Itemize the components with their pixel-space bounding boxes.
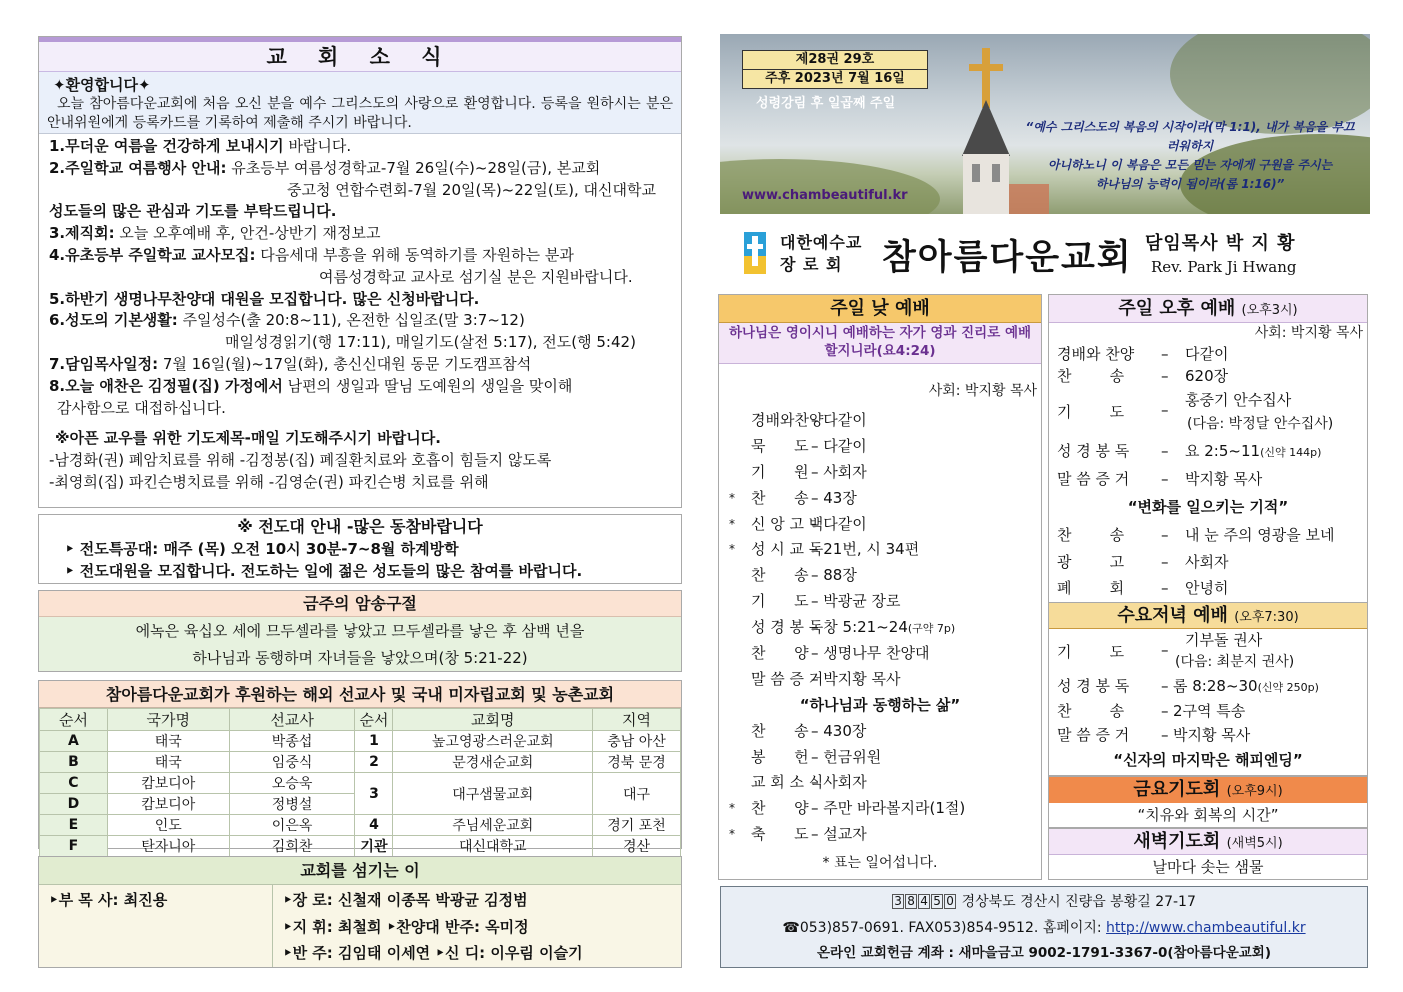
- prayer-line: -최영희(집) 파킨슨병치료를 위해 -김영순(권) 파킨슨병 치료를 위해: [49, 473, 489, 492]
- church-name: 높고영광스러운교회: [393, 731, 593, 752]
- table-row: [40, 731, 681, 752]
- order-row: 찬 송 – 620장: [1057, 367, 1229, 385]
- mission-support-section: [38, 680, 682, 855]
- afternoon-service-title: 주일 오후 예배 (오후3시): [1049, 295, 1367, 323]
- morning-host: 사회: 박지황 목사: [928, 383, 1037, 399]
- servants-section: [38, 856, 682, 968]
- servant-roles: [283, 885, 583, 967]
- order-row: 성 경 봉 독 – 롬 8:28~30(신약 250p): [1057, 677, 1319, 695]
- missionary-name: 김희찬: [229, 836, 355, 857]
- church-news-section: [38, 36, 682, 508]
- denomination-logo-icon: [744, 232, 766, 274]
- header-cell: 교회명: [393, 709, 593, 731]
- issue-volume: 제28권 29호: [795, 52, 875, 67]
- evangelism-line: ‣ 전도특공대: 매주 (목) 오전 10시 30분-7~8월 하계방학: [65, 540, 459, 558]
- order-row: 찬 양 – 생명나무 찬양대: [751, 644, 930, 663]
- wednesday-sermon-title: “신자의 마지막은 해피엔딩”: [1113, 751, 1303, 769]
- church-identity: [720, 220, 1370, 286]
- homepage-link[interactable]: http://www.chambeautiful.kr: [1106, 920, 1306, 936]
- missionary-no: E: [40, 815, 108, 836]
- senior-pastor-english: Rev. Park Ji Hwang: [1151, 258, 1297, 276]
- news-item: 성도들의 많은 관심과 기도를 부탁드립니다.: [49, 202, 337, 221]
- missionary-name: 임중식: [229, 752, 355, 773]
- header-cell: 국가명: [107, 709, 229, 731]
- memory-verse-line: 에녹은 육십오 세에 므두셀라를 낳았고 므두셀라를 낳은 후 삼백 년을: [135, 622, 585, 640]
- standing-note: * 표는 일어섭니다.: [822, 855, 938, 872]
- servants-body: [39, 885, 681, 967]
- order-row: 말 씀 증 거 – 박지황 목사: [1057, 470, 1263, 488]
- mission-table: [39, 708, 681, 857]
- order-row: 찬 송 – 2구역 특송: [1057, 702, 1246, 720]
- wednesday-evening-service: [1048, 602, 1368, 776]
- memory-verse-title: 금주의 암송구절: [39, 591, 681, 617]
- news-item: 5.하반기 생명나무찬양대 대원을 모집합니다. 많은 신청바랍니다.: [49, 289, 480, 308]
- news-item: 여름성경학교 교사로 섬기실 분은 지원바랍니다.: [319, 267, 633, 286]
- order-row: 기 도 – 기부돌 권사 (다음: 최분지 권사): [1057, 631, 1295, 670]
- church-name: 대구샘물교회: [393, 773, 593, 815]
- missionary-country: 태국: [107, 731, 229, 752]
- order-row: 성 경 봉 독 – 창 5:21~24(구약 7p): [751, 618, 956, 637]
- associate-pastor: ‣부 목 사: 최진용: [39, 885, 273, 967]
- missionary-name: 이은옥: [229, 815, 355, 836]
- church-region: 경산: [593, 836, 681, 857]
- church-region: 대구: [593, 773, 681, 815]
- welcome-box: [39, 72, 681, 134]
- issue-info: [742, 50, 928, 89]
- welcome-body: 오늘 참아름다운교회에 처음 오신 분을 예수 그리스도의 사랑으로 환영합니다. 등록을 원하시는 분은 안내위원에게 등록카드를 기록하여 제출해 주시기 바랍니다.: [47, 96, 673, 131]
- order-row: 교 회 소 식 – 사회자: [751, 773, 867, 792]
- news-item: 2.주일학교 여름행사 안내: 유초등부 여름성경학교-7월 26일(수)~28일(금), 본교회: [49, 158, 601, 177]
- news-item: 중고청 연합수련회-7월 20일(목)~22일(토), 대신대학교: [287, 180, 657, 199]
- order-row: 기 도 – 홍중기 안수집사 (다음: 박정달 안수집사): [1057, 391, 1334, 432]
- table-row: [40, 815, 681, 836]
- dawn-title: 새벽기도회 (새벽5시): [1049, 829, 1367, 855]
- news-item: 6.성도의 기본생활: 주일성수(출 20:8~11), 온전한 십일조(말 3:7~12): [49, 311, 525, 330]
- memory-verse-section: [38, 590, 682, 672]
- missionary-no: F: [40, 836, 108, 857]
- church-no: 2: [355, 752, 393, 773]
- mission-title: 참아름다운교회가 후원하는 해외 선교사 및 국내 미자립교회 및 농촌교회: [39, 681, 681, 708]
- order-row: 찬 송 – 88장: [751, 566, 857, 585]
- church-name: 참아름다운교회: [882, 238, 1133, 278]
- issue-date: 주후 2023년 7월 16일: [743, 69, 927, 88]
- memory-verse-line: 하나님과 동행하며 자녀들을 낳았으며(창 5:21-22): [192, 649, 528, 667]
- denomination-line: 대한예수교: [780, 233, 863, 252]
- news-item: 8.오늘 애찬은 김정필(집) 가정에서 남편의 생일과 딸님 도예원의 생일을 맞이해: [49, 376, 573, 395]
- order-row: 말 씀 증 거 – 박지황 목사: [1057, 726, 1251, 744]
- morning-service-title: 주일 낮 예배: [719, 295, 1041, 323]
- banner-url[interactable]: www.chambeautiful.kr: [742, 188, 908, 203]
- missionary-name: 정병설: [229, 794, 355, 815]
- order-row: 말 씀 증 거 – 박지황 목사: [751, 669, 901, 688]
- wednesday-service-title: 수요저녁 예배 (오후7:30): [1049, 603, 1367, 629]
- missionary-country: 인도: [107, 815, 229, 836]
- morning-sermon-title: “하나님과 동행하는 삶”: [799, 695, 961, 714]
- order-row: * 찬 송 – 43장: [729, 488, 857, 507]
- dawn-theme: 날마다 솟는 샘물: [1152, 858, 1264, 876]
- afternoon-sermon-title: “변화를 일으키는 기적”: [1127, 498, 1289, 516]
- missionary-country: 태국: [107, 752, 229, 773]
- denomination: [780, 232, 862, 276]
- memory-verse-body: [39, 617, 681, 671]
- news-item: 1.무더운 여름을 건강하게 보내시기 바랍니다.: [49, 137, 352, 155]
- mission-header-row: [40, 709, 681, 731]
- news-item: 매일성경읽기(행 17:11), 매일기도(살전 5:17), 전도(행 5:42): [225, 333, 636, 352]
- prayer-requests: [39, 421, 681, 493]
- header-cell: 선교사: [229, 709, 355, 731]
- evangelism-line: ‣ 전도대원을 모집합니다. 전도하는 일에 젊은 성도들의 많은 참여를 바랍니다.: [65, 562, 583, 580]
- header-cell: 순서: [355, 709, 393, 731]
- church-region: 경북 문경: [593, 752, 681, 773]
- table-row: [40, 773, 681, 794]
- phone-fax: ☎053)857-0691. FAX053)854-9512. 홈페이지:: [782, 920, 1107, 936]
- order-row: 기 도 – 박광균 장로: [751, 592, 901, 611]
- liturgical-day: 성령강림 후 일곱째 주일: [756, 96, 896, 111]
- evangelism-section: [38, 514, 682, 584]
- header-cell: 지역: [593, 709, 681, 731]
- afternoon-host: 사회: 박지황 목사: [1254, 325, 1363, 341]
- banner-verse-line: 아니하노니 이 복음은 모든 믿는 자에게 구원을 주시는: [1047, 158, 1333, 172]
- morning-order: [719, 408, 1041, 848]
- contact-box: [720, 886, 1368, 968]
- address-line: [721, 889, 1367, 915]
- order-row: 광 고 – 사회자: [1057, 553, 1229, 571]
- conductor-line: ‣지 휘: 최철희 ‣찬양대 반주: 옥미정: [283, 917, 529, 936]
- order-row: 성 경 봉 독 – 요 2:5~11(신약 144p): [1057, 442, 1322, 460]
- news-item: 7.담임목사일정: 7월 16일(월)~17일(화), 총신신대원 동문 기도캠프참석: [49, 354, 532, 373]
- news-item: 3.제직회: 오늘 오후예배 후, 안건-상반기 재정보고: [49, 224, 381, 243]
- sunday-afternoon-service: [1048, 294, 1368, 604]
- order-row: 폐 회 – 안녕히: [1057, 579, 1229, 597]
- order-row: * 찬 양 – 주만 바라볼지라(1절): [729, 799, 966, 818]
- senior-pastor: 담임목사 박 지 황: [1145, 233, 1296, 254]
- church-region: 충남 아산: [593, 731, 681, 752]
- church-no: 3: [355, 773, 393, 815]
- order-row: 찬 송 – 내 눈 주의 영광을 보네: [1057, 526, 1335, 544]
- sunday-morning-service: [718, 294, 1042, 880]
- church-news-title: 교 회 소 식: [39, 42, 681, 72]
- friday-theme: “치유와 회복의 시간”: [1137, 806, 1279, 824]
- prayer-title: ※아픈 교우를 위한 기도제목-매일 기도해주시기 바랍니다.: [55, 429, 441, 448]
- order-row: * 축 도 – 설교자: [729, 825, 867, 844]
- order-row: 봉 헌 – 헌금위원: [751, 747, 882, 766]
- missionary-name: 오승욱: [229, 773, 355, 794]
- table-row: [40, 752, 681, 773]
- news-items: [39, 134, 681, 421]
- denomination-line: 장 로 회: [780, 255, 843, 274]
- friday-prayer-meeting: [1048, 776, 1368, 828]
- prayer-line: -남경화(권) 폐암치료를 위해 -김정봉(집) 폐질환치료와 호흡이 힘들지 않도록: [49, 451, 552, 470]
- banner-verse: [1020, 118, 1360, 194]
- offering-account: 온라인 교회헌금 계좌 : 새마을금고 9002-1791-3367-0(참아름다운교회): [816, 945, 1272, 961]
- church-no: 기관: [355, 836, 393, 857]
- missionary-country: 캄보디아: [107, 794, 229, 815]
- news-item: 4.유초등부 주일학교 교사모집: 다음세대 부흥을 위해 동역하기를 자원하는 분과: [49, 245, 574, 264]
- church-name: 문경새순교회: [393, 752, 593, 773]
- friday-title: 금요기도회 (오후9시): [1049, 777, 1367, 803]
- order-row: 경배와찬양 – 다같이: [751, 411, 867, 429]
- missionary-no: A: [40, 731, 108, 752]
- missionary-country: 캄보디아: [107, 773, 229, 794]
- address: 경상북도 경산시 진량읍 봉황길 27-17: [961, 894, 1196, 910]
- accompanist-line: ‣반 주: 김임태 이세연 ‣신 디: 이우림 이슬기: [283, 944, 583, 962]
- table-row: [40, 836, 681, 857]
- order-row: 경배와 찬양 – 다같이: [1057, 345, 1229, 363]
- missionary-no: B: [40, 752, 108, 773]
- dawn-prayer-meeting: [1048, 828, 1368, 880]
- church-region: 경기 포천: [593, 815, 681, 836]
- order-row: 찬 송 – 430장: [751, 721, 867, 740]
- order-row: 기 원 – 사회자: [751, 462, 867, 481]
- missionary-country: 탄자니아: [107, 836, 229, 857]
- church-name: 대신대학교: [393, 836, 593, 857]
- news-item: 감사함으로 대접하십니다.: [57, 398, 226, 417]
- missionary-no: C: [40, 773, 108, 794]
- servants-title: 교회를 섬기는 이: [39, 857, 681, 885]
- order-row: * 신 앙 고 백 – 다같이: [729, 514, 867, 533]
- header-cell: 순서: [40, 709, 108, 731]
- banner-verse-line: 하나님의 능력이 됨이라(롬 1:16)”: [1095, 177, 1285, 191]
- welcome-title: ✦환영합니다✦: [53, 76, 151, 94]
- missionary-name: 박종섭: [229, 731, 355, 752]
- order-row: 묵 도 – 다같이: [751, 436, 867, 455]
- banner-verse-line: “예수 그리스도의 복음의 시작이라(막 1:1), 내가 복음을 부끄러워하지: [1025, 120, 1355, 153]
- header-banner: [720, 34, 1370, 214]
- order-row: * 성 시 교 독 – 21번, 시 34편: [729, 540, 920, 559]
- evangelism-title: ※ 전도대 안내 -많은 동참바랍니다: [237, 517, 483, 536]
- church-no: 1: [355, 731, 393, 752]
- elders-line: ‣장 로: 신철재 이종목 박광균 김정범: [283, 891, 528, 909]
- phone-line: [721, 915, 1367, 941]
- church-no: 4: [355, 815, 393, 836]
- missionary-no: D: [40, 794, 108, 815]
- morning-service-verse: 하나님은 영이시니 예배하는 자가 영과 진리로 예배할지니라(요4:24): [719, 323, 1041, 364]
- church-name: 주님세운교회: [393, 815, 593, 836]
- postal-code: 3 8 4 5 0: [892, 894, 957, 910]
